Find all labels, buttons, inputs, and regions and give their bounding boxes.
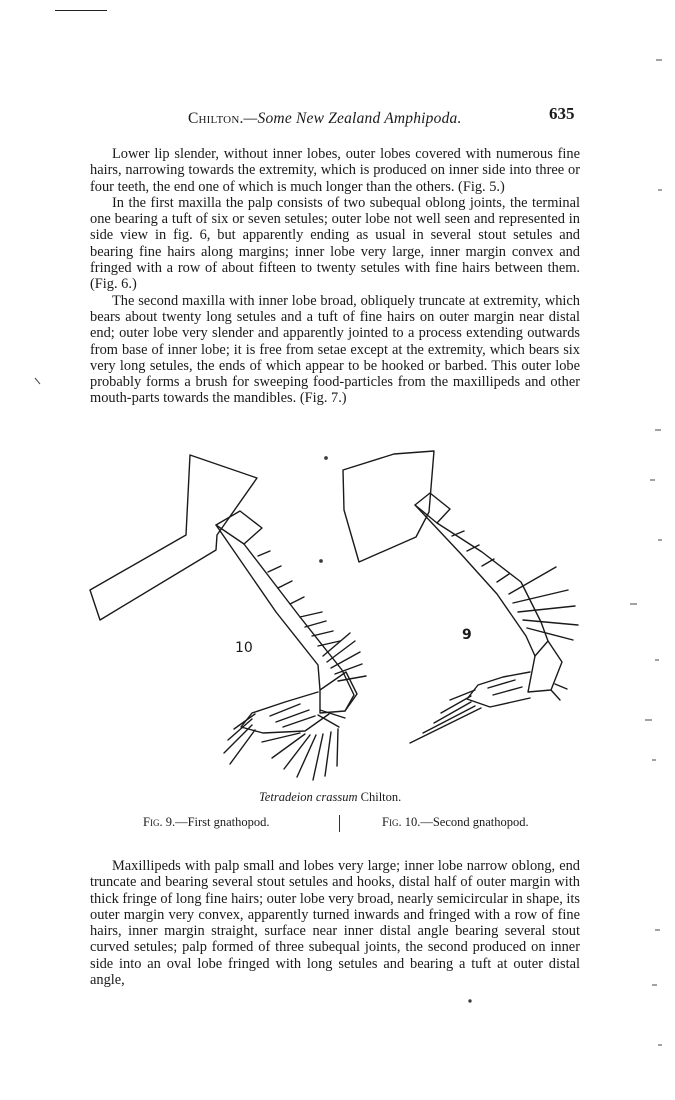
paragraph-lower-lip: Lower lip slender, without inner lobes, outer lobes covered with numerous fine hairs, narrowing towards the extremity, which is produced on inner side into three or four teeth, the end one of which is much longer than the others. (Fig. 5.) [90,146,580,195]
caption-right-text: —Second gnathopod. [420,815,529,829]
figure-9-label: 9 [462,627,472,643]
caption-left-fig-number: Fig. 9. [143,815,176,829]
paragraph-maxillipeds: Maxillipeds with palp small and lobes very large; inner lobe narrow oblong, end truncate and bearing several stout setules and hooks, distal half of outer margin with thick fringe of long fine hairs; outer lobe very broad, nearly semicircular in shape, its outer margin very convex, apparently turned inwards and fringed with a row of fine hairs, inner margin straight, surface near inner distal angle bearing several stout curved setules; palp formed of three subequal joints, the second produced on inner side into an oval lobe fringed with long setules and bearing a tuft at outer distal angle, [90,858,580,989]
paragraph-first-maxilla: In the first maxilla the palp consists of two subequal oblong joints, the terminal one bearing a tuft of six or seven setules; outer lobe not well seen and represented in side view in fig. 6, but apparently ending as usual in several stout setules and bearing fine hairs along margins; inner lobe very large, inner margin convex and fringed with a row of about fifteen to twenty setules with fine hairs between them. (Fig. 6.) [90,194,580,293]
paragraph-second-maxilla: The second maxilla with inner lobe broad, obliquely truncate at extremity, which bears about twenty long setules and a tuft of fine hairs on outer margin near distal end; outer lobe very slender and apparently jointed to a process extending outwards from base of inner lobe; it is free from setae except at the extremity, which bears six very long setules, the ends of which appear to be hooked or barbed. This outer lobe probably forms a brush for sweeping food-particles from the maxillipeds and other mouth-parts towards the mandibles. (Fig. 7.) [90,292,580,407]
caption-right-fig-number: Fig. 10. [382,815,421,829]
caption-left-text: —First gnathopod. [175,815,270,829]
figure-10-label: 10 [235,640,253,656]
page-number: 635 [549,104,575,123]
header-author: Chilton. [188,110,244,127]
header-title: —Some New Zealand Amphipoda. [243,110,462,127]
species-name: Tetradeion crassum [259,790,358,804]
species-author: Chilton. [360,790,402,804]
